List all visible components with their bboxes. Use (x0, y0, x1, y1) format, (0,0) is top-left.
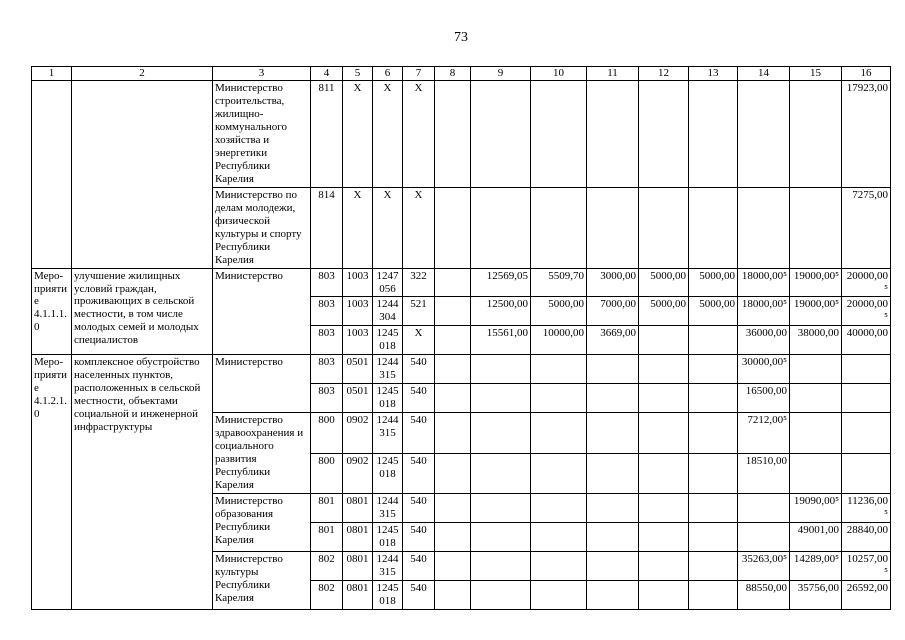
code-cell: 1244 315 (373, 355, 403, 384)
empty-cell (435, 326, 471, 355)
empty-cell (587, 494, 639, 523)
code-cell: 540 (403, 384, 435, 413)
empty-cell (587, 580, 639, 609)
empty-cell (738, 494, 790, 523)
empty-cell (639, 326, 689, 355)
code-cell: 1244 315 (373, 413, 403, 453)
empty-cell (689, 551, 738, 580)
empty-cell (842, 413, 891, 453)
empty-cell (689, 522, 738, 551)
empty-cell (435, 580, 471, 609)
empty-cell (435, 453, 471, 493)
code-cell: 0902 (343, 413, 373, 453)
value-cell: 10000,00 (531, 326, 587, 355)
code-cell: X (403, 326, 435, 355)
code-cell: 540 (403, 580, 435, 609)
empty-cell (790, 80, 842, 187)
code-cell: 1245 018 (373, 580, 403, 609)
empty-cell (738, 80, 790, 187)
value-cell: 49001,00 (790, 522, 842, 551)
ministry-name: Министерство культуры Республики Карелия (213, 551, 311, 609)
code-cell: 1245 018 (373, 326, 403, 355)
column-header: 2 (72, 67, 213, 81)
code-cell: 0801 (343, 522, 373, 551)
column-header: 4 (311, 67, 343, 81)
value-cell: 3000,00 (587, 268, 639, 297)
empty-cell (531, 453, 587, 493)
empty-cell (471, 187, 531, 268)
value-cell: 38000,00 (790, 326, 842, 355)
empty-cell (639, 355, 689, 384)
code-cell: X (403, 80, 435, 187)
empty-cell (471, 453, 531, 493)
ministry-name: Министерство (213, 355, 311, 413)
code-cell: 801 (311, 494, 343, 523)
value-cell: 30000,00⁵ (738, 355, 790, 384)
column-header: 16 (842, 67, 891, 81)
code-cell: 803 (311, 297, 343, 326)
empty-cell (639, 551, 689, 580)
empty-cell (587, 453, 639, 493)
code-cell: 1245 018 (373, 453, 403, 493)
value-cell: 10257,00⁵ (842, 551, 891, 580)
empty-cell (689, 453, 738, 493)
empty-cell (531, 494, 587, 523)
value-cell: 26592,00 (842, 580, 891, 609)
code-cell: 803 (311, 326, 343, 355)
table-row (32, 80, 891, 187)
empty-cell (587, 413, 639, 453)
header-row (32, 67, 891, 81)
page-number: 73 (454, 30, 468, 45)
empty-cell (531, 187, 587, 268)
code-cell: X (343, 187, 373, 268)
empty-cell (842, 453, 891, 493)
code-cell: 814 (311, 187, 343, 268)
value-cell: 40000,00 (842, 326, 891, 355)
empty-cell (639, 384, 689, 413)
measure-id-cell (32, 80, 72, 268)
code-cell: 322 (403, 268, 435, 297)
empty-cell (689, 413, 738, 453)
measure-description: комплексное обустройство населенных пунктов, расположенных в сельской местности, объектами социальной и инженерной инфраструктуры (72, 355, 213, 609)
empty-cell (587, 187, 639, 268)
code-cell: 811 (311, 80, 343, 187)
column-header: 12 (639, 67, 689, 81)
empty-cell (435, 355, 471, 384)
code-cell: 802 (311, 551, 343, 580)
value-cell: 14289,00⁵ (790, 551, 842, 580)
value-cell: 15561,00 (471, 326, 531, 355)
code-cell: 1244 304 (373, 297, 403, 326)
code-cell: 0801 (343, 580, 373, 609)
empty-cell (435, 384, 471, 413)
value-cell: 35756,00 (790, 580, 842, 609)
empty-cell (689, 187, 738, 268)
column-header: 1 (32, 67, 72, 81)
empty-cell (639, 187, 689, 268)
value-cell: 18510,00 (738, 453, 790, 493)
code-cell: 540 (403, 551, 435, 580)
column-header: 3 (213, 67, 311, 81)
ministry-name: Министерство по делам молодежи, физической культуры и спорту Республики Карелия (213, 187, 311, 268)
code-cell: 0801 (343, 551, 373, 580)
ministry-name: Министерство здравоохранения и социального развития Республики Карелия (213, 413, 311, 494)
column-header: 5 (343, 67, 373, 81)
measure-id: Меро-приятие 4.1.2.1.0 (32, 355, 72, 609)
value-cell: 19000,00⁵ (790, 268, 842, 297)
table-row (32, 268, 891, 297)
value-cell: 7275,00 (842, 187, 891, 268)
empty-cell (689, 494, 738, 523)
code-cell: 803 (311, 355, 343, 384)
code-cell: 1247 056 (373, 268, 403, 297)
empty-cell (639, 522, 689, 551)
value-cell: 36000,00 (738, 326, 790, 355)
value-cell: 19000,00⁵ (790, 297, 842, 326)
code-cell: 801 (311, 522, 343, 551)
ministry-name: Министерство строительства, жилищно-коммунального хозяйства и энергетики Республики Карелия (213, 80, 311, 187)
empty-cell (790, 187, 842, 268)
empty-cell (689, 326, 738, 355)
empty-cell (790, 453, 842, 493)
column-header: 10 (531, 67, 587, 81)
empty-cell (689, 580, 738, 609)
value-cell: 16500,00 (738, 384, 790, 413)
empty-cell (435, 297, 471, 326)
code-cell: 540 (403, 522, 435, 551)
measure-description: улучшение жилищных условий граждан, проживающих в сельской местности, в том числе молодых семей и молодых специалистов (72, 268, 213, 355)
column-header: 7 (403, 67, 435, 81)
column-header: 9 (471, 67, 531, 81)
empty-cell (639, 580, 689, 609)
empty-cell (842, 384, 891, 413)
code-cell: 1244 315 (373, 551, 403, 580)
empty-cell (435, 187, 471, 268)
code-cell: 1003 (343, 297, 373, 326)
ministry-name: Министерство образования Республики Карелия (213, 494, 311, 552)
value-cell: 28840,00 (842, 522, 891, 551)
empty-cell (587, 355, 639, 384)
empty-cell (790, 355, 842, 384)
empty-cell (689, 355, 738, 384)
empty-cell (435, 268, 471, 297)
empty-cell (471, 551, 531, 580)
column-header: 6 (373, 67, 403, 81)
empty-cell (842, 355, 891, 384)
value-cell: 3669,00 (587, 326, 639, 355)
column-header: 13 (689, 67, 738, 81)
code-cell: X (343, 80, 373, 187)
column-header: 15 (790, 67, 842, 81)
empty-cell (435, 413, 471, 453)
empty-cell (531, 522, 587, 551)
value-cell: 7212,00⁵ (738, 413, 790, 453)
empty-cell (471, 494, 531, 523)
empty-cell (471, 522, 531, 551)
empty-cell (531, 384, 587, 413)
empty-cell (435, 494, 471, 523)
measure-id: Меро-приятие 4.1.1.1.0 (32, 268, 72, 355)
data-table (31, 66, 891, 610)
empty-cell (471, 580, 531, 609)
table-row (32, 355, 891, 384)
value-cell: 5000,00 (689, 297, 738, 326)
empty-cell (639, 453, 689, 493)
code-cell: 0902 (343, 453, 373, 493)
code-cell: 0501 (343, 355, 373, 384)
empty-cell (689, 80, 738, 187)
empty-cell (471, 413, 531, 453)
code-cell: X (403, 187, 435, 268)
empty-cell (471, 355, 531, 384)
empty-cell (587, 551, 639, 580)
empty-cell (639, 80, 689, 187)
value-cell: 5000,00 (531, 297, 587, 326)
code-cell: 1245 018 (373, 522, 403, 551)
empty-cell (531, 580, 587, 609)
empty-cell (587, 384, 639, 413)
empty-cell (689, 384, 738, 413)
code-cell: 540 (403, 355, 435, 384)
code-cell: 1003 (343, 326, 373, 355)
empty-cell (471, 80, 531, 187)
code-cell: 540 (403, 453, 435, 493)
value-cell: 35263,00⁵ (738, 551, 790, 580)
value-cell: 18000,00⁵ (738, 268, 790, 297)
value-cell: 5000,00 (639, 297, 689, 326)
column-header: 8 (435, 67, 471, 81)
empty-cell (639, 494, 689, 523)
measure-desc-cell (72, 80, 213, 268)
code-cell: 800 (311, 413, 343, 453)
code-cell: 1003 (343, 268, 373, 297)
empty-cell (738, 187, 790, 268)
empty-cell (531, 80, 587, 187)
column-header: 14 (738, 67, 790, 81)
value-cell: 5000,00 (689, 268, 738, 297)
code-cell: 540 (403, 413, 435, 453)
empty-cell (738, 522, 790, 551)
value-cell: 88550,00 (738, 580, 790, 609)
code-cell: 1244 315 (373, 494, 403, 523)
code-cell: X (373, 80, 403, 187)
value-cell: 19090,00⁵ (790, 494, 842, 523)
empty-cell (790, 384, 842, 413)
code-cell: 540 (403, 494, 435, 523)
ministry-name: Министерство (213, 268, 311, 355)
empty-cell (587, 522, 639, 551)
value-cell: 20000,00⁵ (842, 297, 891, 326)
empty-cell (435, 522, 471, 551)
empty-cell (531, 355, 587, 384)
empty-cell (471, 384, 531, 413)
value-cell: 5000,00 (639, 268, 689, 297)
code-cell: 800 (311, 453, 343, 493)
value-cell: 20000,00⁵ (842, 268, 891, 297)
empty-cell (790, 413, 842, 453)
empty-cell (639, 413, 689, 453)
code-cell: 0801 (343, 494, 373, 523)
empty-cell (531, 413, 587, 453)
empty-cell (435, 551, 471, 580)
empty-cell (587, 80, 639, 187)
code-cell: X (373, 187, 403, 268)
value-cell: 11236,00⁵ (842, 494, 891, 523)
code-cell: 803 (311, 268, 343, 297)
code-cell: 1245 018 (373, 384, 403, 413)
empty-cell (435, 80, 471, 187)
column-header: 11 (587, 67, 639, 81)
value-cell: 18000,00⁵ (738, 297, 790, 326)
value-cell: 12569,05 (471, 268, 531, 297)
code-cell: 0501 (343, 384, 373, 413)
code-cell: 803 (311, 384, 343, 413)
value-cell: 17923,00 (842, 80, 891, 187)
value-cell: 7000,00 (587, 297, 639, 326)
value-cell: 12500,00 (471, 297, 531, 326)
code-cell: 802 (311, 580, 343, 609)
value-cell: 5509,70 (531, 268, 587, 297)
empty-cell (531, 551, 587, 580)
code-cell: 521 (403, 297, 435, 326)
